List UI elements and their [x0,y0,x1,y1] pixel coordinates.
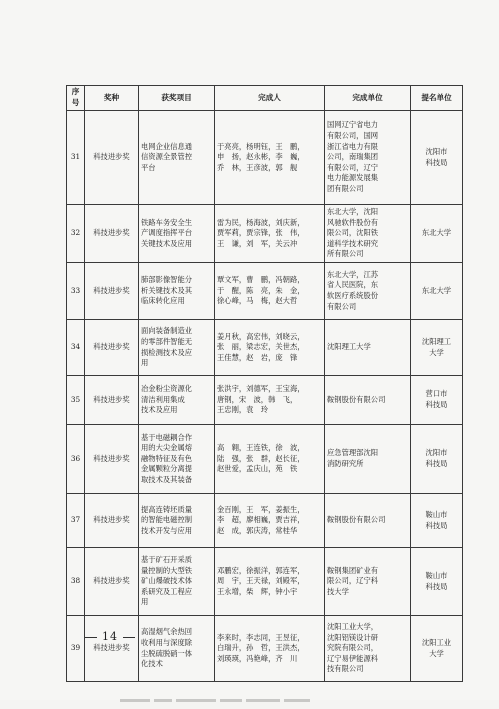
project-text: 电网企业信息通 信资源全景管控 平台 [141,141,193,172]
people-text: 高 翱，王连铁，徐 波， 陆 强，张 群，赵长征， 赵世爱，孟庆山，苑 铁 [217,443,305,474]
cell-people [215,205,325,263]
table-row [67,205,463,263]
cell-people [215,425,325,494]
cell-project [139,616,215,682]
table-row [67,494,463,548]
page-number-dash-right [123,637,135,638]
people-text: 姜月秋，高宏伟，刘晓云， 张 丽，梁志宏，关世杰， 王佳慧，赵 岩，庞 锋 [217,331,305,362]
cell-people [215,320,325,376]
unit-text: 东北大学，沈阳 风驰软件股份有 限公司，沈阳铁 道科学技术研究 所有限公司 [327,207,379,259]
nominator-text: 鞍山市 科技局 [425,509,448,530]
header-people: 完成人 [215,86,325,111]
cell-people [215,616,325,682]
unit-text: 应急管理部沈阳 消防研究所 [327,448,379,468]
cell-people [215,111,325,205]
cell-project [139,111,215,205]
table-row [67,616,463,682]
header-project: 获奖项目 [139,86,215,111]
page-number-dash-left [85,637,97,638]
project-text: 高湿烟气余热回 收利用与深度除 尘脱硫脱硝一体 化技术 [141,627,193,669]
cell-serial-number: 38 [67,548,85,616]
cell-project [139,263,215,320]
cell-unit [325,320,411,376]
project-text: 铁路车务安全生 产调度指挥平台 关键技术及应用 [141,217,193,248]
cell-nominator [411,263,463,320]
people-text: 张洪宇，刘德军，王宝海， 唐钢，宋 波，韩 飞， 王忠刚，袁 玲 [217,384,305,415]
cell-award-type: 科技进步奖 [85,205,139,263]
cell-nominator [411,494,463,548]
header-serial-number: 序号 [67,86,85,111]
project-text: 基于矿石开采质 量控制的大型铁 矿山爆破技术体 系研究及工程应 用 [141,555,193,607]
cell-award-type: 科技进步奖 [85,548,139,616]
cell-people [215,376,325,425]
nominator-text: 营口市 科技局 [425,389,448,409]
cell-project [139,425,215,494]
table-row [67,263,463,320]
cell-unit [325,425,411,494]
unit-text: 国网辽宁省电力 有限公司，国网 浙江省电力有限 公司，南瑞集团 有限公司，辽宁 电力能源发展集 团有限公司 [327,120,379,193]
cell-serial-number: 33 [67,263,85,320]
table-row [67,111,463,205]
unit-text: 东北大学，江苏 省人民医院，东 软医疗系统股份 有限公司 [327,269,379,311]
table-row [67,548,463,616]
nominator-text: 沈阳工业 大学 [421,637,452,658]
unit-text: 沈阳理工大学 [327,342,371,352]
people-text: 邓鹏宏，徐振洋，郭连军， 周 宇，王天禄，刘殿军， 王永增，柴 辉，钟小宇 [217,565,305,596]
cell-serial-number: 31 [67,111,85,205]
table-row [67,425,463,494]
cell-nominator [411,205,463,263]
cell-unit [325,263,411,320]
project-text: 肺部影像智能分 析关键技术及其 临床转化应用 [141,275,193,306]
cell-unit [325,548,411,616]
cell-people [215,263,325,320]
nominator-text: 东北大学 [421,228,452,238]
table-row [67,376,463,425]
project-text: 冶金粉尘资源化 清洁利用集成 技术及应用 [141,384,193,415]
cell-unit [325,494,411,548]
cell-project [139,205,215,263]
cell-award-type: 科技进步奖 [85,425,139,494]
nominator-text: 沈阳市 科技局 [425,448,448,468]
header-unit: 完成单位 [325,86,411,111]
cell-unit [325,111,411,205]
cell-nominator [411,320,463,376]
nominator-text: 鞍山市 科技局 [425,570,448,591]
people-text: 李来时，李志同，王昱征， 白瑞升，孙 哲，王洪杰， 刘瑛瑛，冯艳峰，齐 川 [217,632,305,663]
header-nominator: 提名单位 [411,86,463,111]
cell-unit [325,205,411,263]
cell-serial-number: 34 [67,320,85,376]
project-text: 基于电磁耦合作 用的大尖金属熔 融物特征及有色 金属颗粒分离提 取技术及其装备 [141,432,193,484]
cell-nominator [411,425,463,494]
unit-text: 沈阳工业大学， 沈阳铝镁设计研 究院有限公司， 辽宁易伊能源科 技有限公司 [327,622,379,674]
cell-nominator [411,548,463,616]
project-text: 提高连铸坯质量 的智能电磁控制 技术开发与应用 [141,504,193,535]
cell-unit [325,376,411,425]
cell-award-type: 科技进步奖 [85,494,139,548]
awards-table [66,85,463,682]
cell-award-type: 科技进步奖 [85,111,139,205]
cell-people [215,548,325,616]
cell-project [139,320,215,376]
people-text: 于亮亮，杨明钰，王 鹏， 申 扬，赵永彬，李 巍， 乔 林，王彦波，郭 舰 [217,141,305,172]
table-row [67,320,463,376]
cell-serial-number: 32 [67,205,85,263]
page-number-value: 14 [102,630,118,643]
nominator-text: 沈阳理工 大学 [421,336,452,357]
cell-nominator [411,376,463,425]
cell-nominator [411,111,463,205]
cell-award-type: 科技进步奖 [85,616,139,682]
people-text: 金百刚，王 军，姜振生， 李 超，廖相巍，贾吉祥， 赵 成，郭庆涛，常桂华 [217,504,305,535]
cell-serial-number: 39 [67,616,85,682]
cell-project [139,376,215,425]
unit-text: 鞍钢股份有限公司 [327,394,386,404]
cell-award-type: 科技进步奖 [85,263,139,320]
people-text: 覃文军，曹 鹏，冯朝路， 于 醒，陈 亮，朱 金， 徐心峰，马 梅，赵大哲 [217,275,305,306]
project-text: 面向装备制造业 的零部件智能无 损检测技术及应 用 [141,326,193,368]
cell-people [215,494,325,548]
cell-award-type: 科技进步奖 [85,320,139,376]
header-award-type: 奖种 [85,86,139,111]
cell-serial-number: 35 [67,376,85,425]
unit-text: 鞍钢集团矿业有 限公司，辽宁科 技大学 [327,565,379,596]
page-number [80,630,140,643]
cell-serial-number: 37 [67,494,85,548]
nominator-text: 东北大学 [421,285,452,295]
cell-project [139,548,215,616]
cell-award-type: 科技进步奖 [85,376,139,425]
footer-scan-artifact [120,690,370,700]
table-header-row [67,86,463,111]
nominator-text: 沈阳市 科技局 [425,146,448,167]
cell-nominator [411,616,463,682]
cell-unit [325,616,411,682]
people-text: 雷为民，杨海波，刘庆新， 贾军莉，贾宗锋，张 伟， 王 谦，刘 军，关云冲 [217,217,305,248]
cell-serial-number: 36 [67,425,85,494]
cell-project [139,494,215,548]
unit-text: 鞍钢股份有限公司 [327,515,386,525]
